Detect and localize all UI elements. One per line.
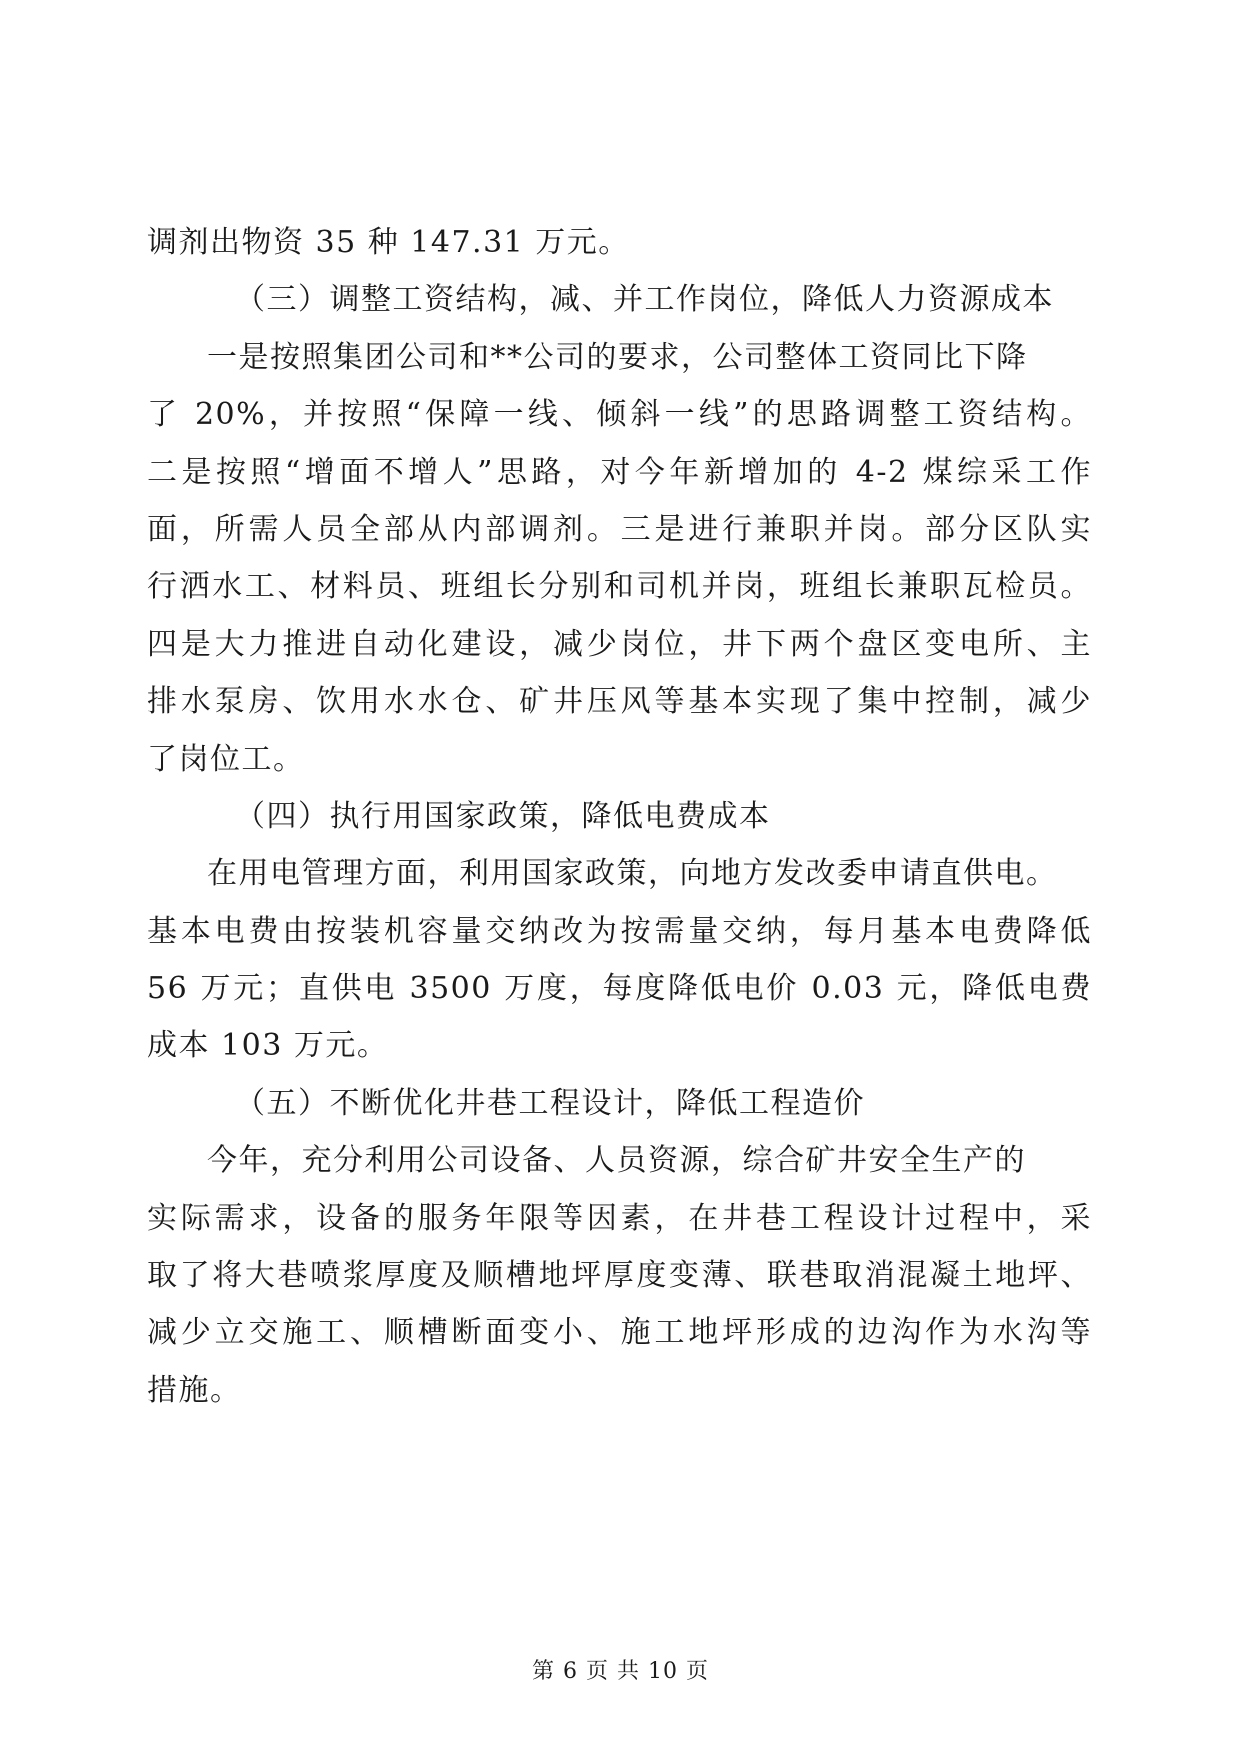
text-line: 了岗位工。 <box>147 741 305 777</box>
text-line: 减少立交施工、顺槽断面变小、施工地坪形成的边沟作为水沟等 <box>147 1315 1092 1351</box>
body-text <box>147 214 1092 1419</box>
text-line: 行洒水工、材料员、班组长分别和司机并岗，班组长兼职瓦检员。 <box>147 569 1092 605</box>
section-heading: （三）调整工资结构，减、并工作岗位，降低人力资源成本 <box>235 282 1054 318</box>
text-line: 56 万元；直供电 3500 万度，每度降低电价 0.03 元，降低电费 <box>147 971 1092 1007</box>
text-line: 成本 103 万元。 <box>147 1028 389 1064</box>
text-line: 基本电费由按装机容量交纳改为按需量交纳，每月基本电费降低 <box>147 913 1092 949</box>
text-line: 在用电管理方面，利用国家政策，向地方发改委申请直供电。 <box>207 856 1058 892</box>
text-line: 实际需求，设备的服务年限等因素，在井巷工程设计过程中，采 <box>147 1200 1092 1236</box>
text-line: 排水泵房、饮用水水仓、矿井压风等基本实现了集中控制，减少 <box>147 684 1092 720</box>
text-line: 今年，充分利用公司设备、人员资源，综合矿井安全生产的 <box>207 1143 1026 1179</box>
text-line: 了 20%，并按照“保障一线、倾斜一线”的思路调整工资结构。 <box>147 397 1092 433</box>
text-line: 面，所需人员全部从内部调剂。三是进行兼职并岗。部分区队实 <box>147 511 1092 547</box>
section-heading: （五）不断优化井巷工程设计，降低工程造价 <box>235 1085 865 1121</box>
section-heading: （四）执行用国家政策，降低电费成本 <box>235 798 771 834</box>
text-line: 取了将大巷喷浆厚度及顺槽地坪厚度变薄、联巷取消混凝土地坪、 <box>147 1258 1092 1294</box>
text-line: 四是大力推进自动化建设，减少岗位，井下两个盘区变电所、主 <box>147 626 1092 662</box>
text-line: 二是按照“增面不增人”思路，对今年新增加的 4-2 煤综采工作 <box>147 454 1092 490</box>
page-footer: 第 6 页 共 10 页 <box>532 1659 709 1684</box>
text-line: 调剂出物资 35 种 147.31 万元。 <box>147 225 630 260</box>
text-line: 措施。 <box>147 1372 242 1408</box>
text-line: 一是按照集团公司和**公司的要求，公司整体工资同比下降 <box>207 339 1028 375</box>
